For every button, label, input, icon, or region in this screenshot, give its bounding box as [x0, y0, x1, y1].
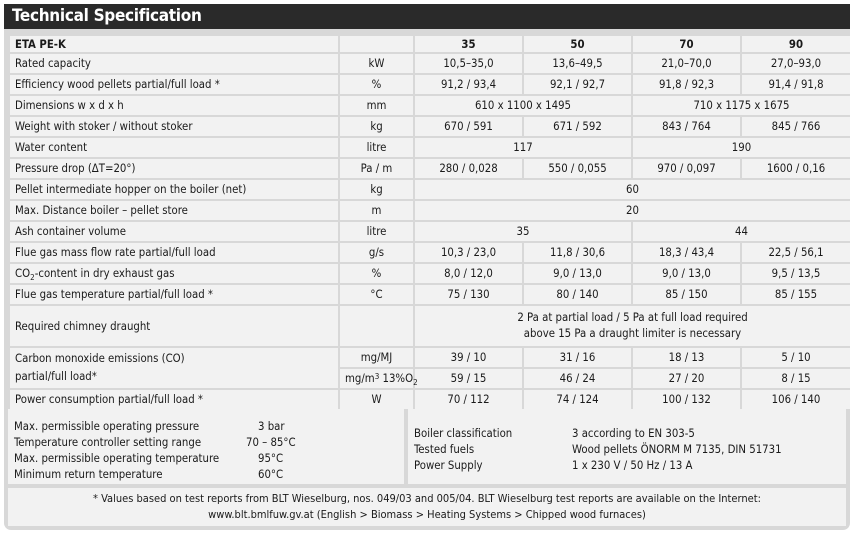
row-unit	[340, 306, 413, 346]
co2-label-rest: -content in dry exhaust gas	[34, 267, 175, 280]
cell-50: 11,8 / 30,6	[524, 243, 631, 262]
chimney-line-1: 2 Pa at partial load / 5 Pa at full load required	[517, 311, 748, 324]
cell-35: 39 / 10	[415, 348, 522, 367]
limit-label: Max. permissible operating temperature	[14, 452, 220, 465]
cert-value: 3 according to EN 303-5	[572, 427, 695, 440]
cell-50: 13,6–49,5	[524, 54, 631, 73]
cell-70: 970 / 0,097	[633, 159, 740, 178]
row-unit: %	[340, 75, 413, 94]
row-unit: W	[340, 390, 413, 409]
row-label: Ash container volume	[10, 222, 338, 241]
co2-text: CO	[15, 267, 31, 280]
limit-value: 60°C	[258, 468, 284, 481]
limit-value: 70 – 85°C	[246, 436, 296, 449]
row-pressure-drop	[10, 159, 850, 178]
model-35-header: 35	[415, 36, 522, 52]
footnote-line-1: * Values based on test reports from BLT Wieselburg, nos. 049/03 and 005/04. BLT Wieselburg test reports are available on the Internet:	[93, 492, 761, 505]
row-power-consumption	[10, 390, 850, 409]
co2-subscript: 2	[30, 273, 35, 282]
row-unit: litre	[340, 138, 413, 157]
cell-90: 5 / 10	[742, 348, 850, 367]
limit-label: Temperature controller setting range	[14, 436, 202, 449]
cell-35-50: 117	[415, 138, 631, 157]
cell-90: 27,0–93,0	[742, 54, 850, 73]
limit-label: Minimum return temperature	[14, 468, 163, 481]
limit-label: Max. permissible operating pressure	[14, 420, 200, 433]
row-unit: kg	[340, 180, 413, 199]
cert-value: Wood pellets ÖNORM M 7135, DIN 51731	[572, 443, 782, 456]
row-label: Dimensions w x d x h	[10, 96, 338, 115]
cell-35: 280 / 0,028	[415, 159, 522, 178]
row-label: Power consumption partial/full load *	[10, 390, 338, 409]
cell-70: 100 / 132	[633, 390, 740, 409]
cell-50: 671 / 592	[524, 117, 631, 136]
cert-label: Tested fuels	[414, 443, 475, 456]
cell-35: 10,3 / 23,0	[415, 243, 522, 262]
row-efficiency	[10, 75, 850, 94]
row-unit: Pa / m	[340, 159, 413, 178]
row-label: Efficiency wood pellets partial/full load *	[10, 75, 338, 94]
model-family-label: ETA PE-K	[10, 36, 338, 52]
row-label: Pressure drop (ΔT=20°)	[10, 159, 338, 178]
cell-35-50: 35	[415, 222, 631, 241]
footnote-line-2: www.blt.bmlfuw.gv.at (English > Biomass > Heating Systems > Chipped wood furnaces)	[208, 508, 646, 521]
title-bar: Technical Specification	[4, 4, 850, 29]
cell-35: 59 / 15	[415, 369, 522, 388]
spec-table	[8, 34, 852, 411]
spec-sheet	[4, 4, 850, 530]
row-rated-capacity	[10, 54, 850, 73]
cell-35: 8,0 / 12,0	[415, 264, 522, 283]
cell-90: 845 / 766	[742, 117, 850, 136]
cell-50: 74 / 124	[524, 390, 631, 409]
cell-all-models: 20	[415, 201, 850, 220]
unit-superscript: 3	[374, 372, 380, 381]
cell-35: 91,2 / 93,4	[415, 75, 522, 94]
model-50-header: 50	[524, 36, 631, 52]
cert-value: 1 x 230 V / 50 Hz / 13 A	[572, 459, 693, 472]
row-unit: mm	[340, 96, 413, 115]
cell-90: 106 / 140	[742, 390, 850, 409]
row-label: Rated capacity	[10, 54, 338, 73]
co-label-line-1: Carbon monoxide emissions (CO)	[15, 352, 185, 365]
cell-90: 85 / 155	[742, 285, 850, 304]
row-unit	[340, 369, 418, 388]
cell-70: 18,3 / 43,4	[633, 243, 740, 262]
row-label	[10, 264, 338, 283]
row-unit: kg	[340, 117, 413, 136]
cell-50: 92,1 / 92,7	[524, 75, 631, 94]
row-unit: m	[340, 201, 413, 220]
unit-subscript: 2	[413, 378, 418, 387]
cell-50: 9,0 / 13,0	[524, 264, 631, 283]
row-unit: mg/MJ	[340, 348, 413, 367]
co-label-line-2: partial/full load*	[15, 370, 97, 383]
cell-70: 843 / 764	[633, 117, 740, 136]
row-label: Water content	[10, 138, 338, 157]
cell-35: 670 / 591	[415, 117, 522, 136]
cell-70: 91,8 / 92,3	[633, 75, 740, 94]
cell-90: 1600 / 0,16	[742, 159, 850, 178]
limit-value: 95°C	[258, 452, 284, 465]
row-label: Flue gas mass flow rate partial/full load	[10, 243, 338, 262]
cell-90: 91,4 / 91,8	[742, 75, 850, 94]
model-90-header: 90	[742, 36, 850, 52]
row-dimensions	[10, 96, 850, 115]
cell-90: 8 / 15	[742, 369, 850, 388]
footnote	[8, 488, 846, 526]
row-unit: °C	[340, 285, 413, 304]
row-flue-gas-mass	[10, 243, 850, 262]
operating-limits-box	[8, 409, 404, 484]
chimney-line-2: above 15 Pa a draught limiter is necessary	[523, 327, 742, 340]
cert-label: Boiler classification	[414, 427, 513, 440]
header-row	[10, 36, 850, 52]
row-label: Max. Distance boiler – pellet store	[10, 201, 338, 220]
cell-35-50: 610 x 1100 x 1495	[415, 96, 631, 115]
row-label	[10, 348, 338, 388]
cell-70-90: 190	[633, 138, 850, 157]
row-weight	[10, 117, 850, 136]
cell-70: 9,0 / 13,0	[633, 264, 740, 283]
row-label: Weight with stoker / without stoker	[10, 117, 338, 136]
cell-70-90: 710 x 1175 x 1675	[633, 96, 850, 115]
row-co-emissions-mj	[10, 348, 850, 367]
certification-box	[408, 409, 846, 484]
cell-50: 550 / 0,055	[524, 159, 631, 178]
cell-50: 46 / 24	[524, 369, 631, 388]
model-70-header: 70	[633, 36, 740, 52]
unit-text-mid: 13%O	[379, 372, 414, 385]
cell-70: 27 / 20	[633, 369, 740, 388]
cell-70: 85 / 150	[633, 285, 740, 304]
row-water-content	[10, 138, 850, 157]
cell-70-90: 44	[633, 222, 850, 241]
row-label: Pellet intermediate hopper on the boiler (net)	[10, 180, 338, 199]
row-max-distance	[10, 201, 850, 220]
cell-all-models: 60	[415, 180, 850, 199]
row-chimney-draught	[10, 306, 850, 346]
unit-text: mg/m	[345, 372, 375, 385]
cell-35: 75 / 130	[415, 285, 522, 304]
row-ash-container	[10, 222, 850, 241]
row-unit: kW	[340, 54, 413, 73]
row-label: Flue gas temperature partial/full load *	[10, 285, 338, 304]
row-label: Required chimney draught	[10, 306, 338, 346]
cell-50: 31 / 16	[524, 348, 631, 367]
chimney-note	[415, 306, 850, 346]
limit-value: 3 bar	[258, 420, 285, 433]
row-flue-gas-temp	[10, 285, 850, 304]
row-hopper	[10, 180, 850, 199]
row-unit: litre	[340, 222, 413, 241]
cell-70: 21,0–70,0	[633, 54, 740, 73]
cell-35: 10,5–35,0	[415, 54, 522, 73]
row-unit: %	[340, 264, 413, 283]
cert-label: Power Supply	[414, 459, 483, 472]
cell-90: 9,5 / 13,5	[742, 264, 850, 283]
unit-header-cell	[340, 36, 413, 52]
cell-70: 18 / 13	[633, 348, 740, 367]
cell-90: 22,5 / 56,1	[742, 243, 850, 262]
cell-35: 70 / 112	[415, 390, 522, 409]
cell-50: 80 / 140	[524, 285, 631, 304]
row-unit: g/s	[340, 243, 413, 262]
row-co2-content	[10, 264, 850, 283]
